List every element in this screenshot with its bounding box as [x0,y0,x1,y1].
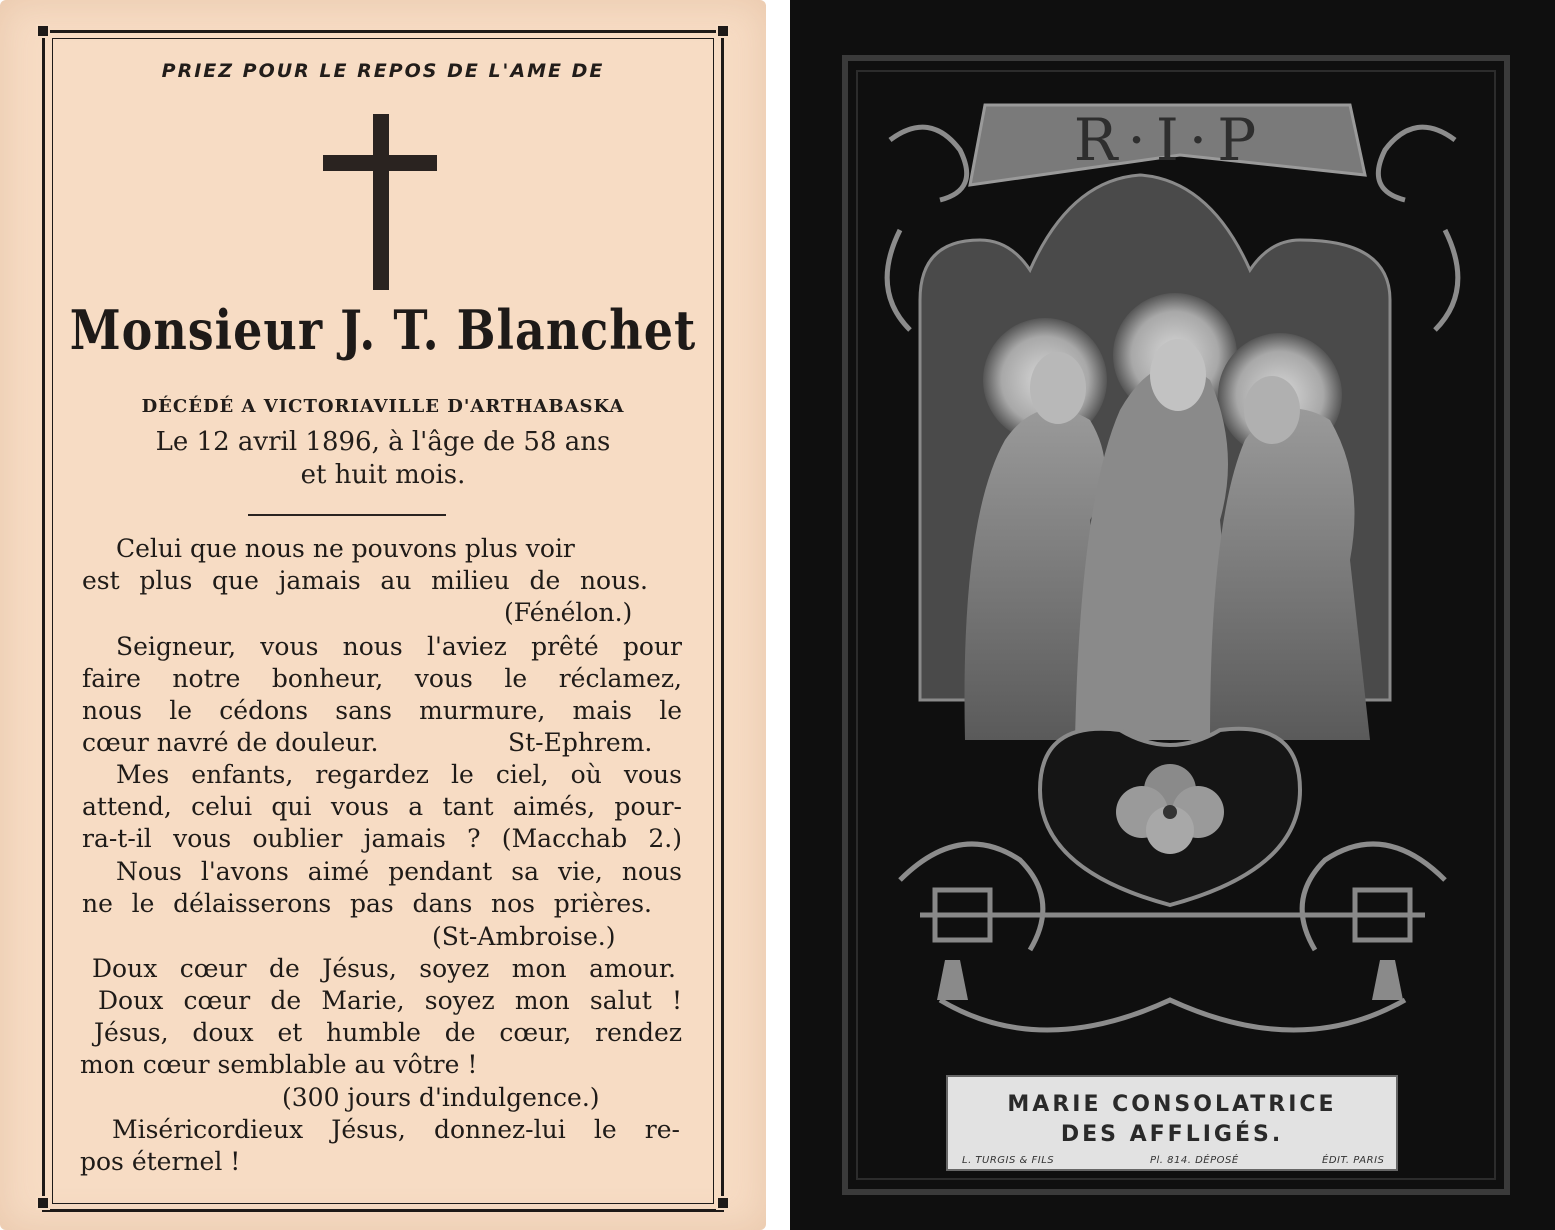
edition-imprint: ÉDIT. PARIS [1322,1155,1385,1166]
verse-line: Doux cœur de Jésus, soyez mon amour. [92,954,676,983]
date-line: Le 12 avril 1896, à l'âge de 58 ans [155,427,611,457]
verse-citation: (300 jours d'indulgence.) [282,1083,600,1112]
cross-icon-bar [323,155,437,171]
date-of-death [60,426,706,492]
divider [248,514,446,516]
caption-line: MARIE CONSOLATRICE [1007,1092,1337,1117]
deceased-name: Monsieur J. T. Blanchet [69,298,697,362]
tassel-icons [937,960,1403,1000]
verse-line: Jésus, doux et humble de cœur, rendez [94,1018,682,1047]
rip-text: R·I·P [1073,106,1267,174]
verse-line: faire notre bonheur, vous le réclamez, [82,664,682,693]
date-line: et huit mois. [300,460,466,490]
verse-line: ra-t-il vous oublier jamais ? (Macchab 2.) [82,824,682,853]
corner-ornament [36,1196,50,1210]
verse-line: est plus que jamais au milieu de nous. [82,566,648,595]
prayer-header: PRIEZ POUR LE REPOS DE L'AME DE [161,60,605,82]
corner-ornament [716,24,730,38]
verse-citation: (Fénélon.) [504,598,633,627]
verse-citation: St-Ephrem. [508,728,653,757]
verse-line: Nous l'avons aimé pendant sa vie, nous [116,857,682,886]
verse-line: Miséricordieux Jésus, donnez-lui le re- [112,1115,680,1144]
verse-line: pos éternel ! [80,1147,241,1176]
verse-citation: (St-Ambroise.) [432,922,616,951]
place-of-death: DÉCÉDÉ A VICTORIAVILLE D'ARTHABASKA [141,396,625,417]
cross-icon [373,114,389,290]
verse-line: mon cœur semblable au vôtre ! [80,1050,478,1079]
verse-line: nous le cédons sans murmure, mais le [82,696,682,725]
religious-illustration [790,0,1555,1230]
verse-line: Celui que nous ne pouvons plus voir [116,534,575,563]
publisher-imprint: L. TURGIS & FILS [962,1155,1055,1166]
corner-ornament [36,24,50,38]
verse-line: Mes enfants, regardez le ciel, où vous [116,760,682,789]
verse-line: Seigneur, vous nous l'aviez prêté pour [116,632,682,661]
verse-line: Doux cœur de Marie, soyez mon salut ! [98,986,682,1015]
verse-line: cœur navré de douleur. [82,728,379,757]
three-holy-women-figures [965,293,1371,740]
caption-line: DES AFFLIGÉS. [1060,1122,1284,1147]
verse-line: ne le délaisserons pas dans nos prières. [82,889,652,918]
verse-line: attend, celui qui vous a tant aimés, pour- [82,792,682,821]
plate-number-imprint: Pl. 814. DÉPOSÉ [1150,1155,1239,1166]
caption-title [946,1090,1398,1150]
corner-ornament [716,1196,730,1210]
